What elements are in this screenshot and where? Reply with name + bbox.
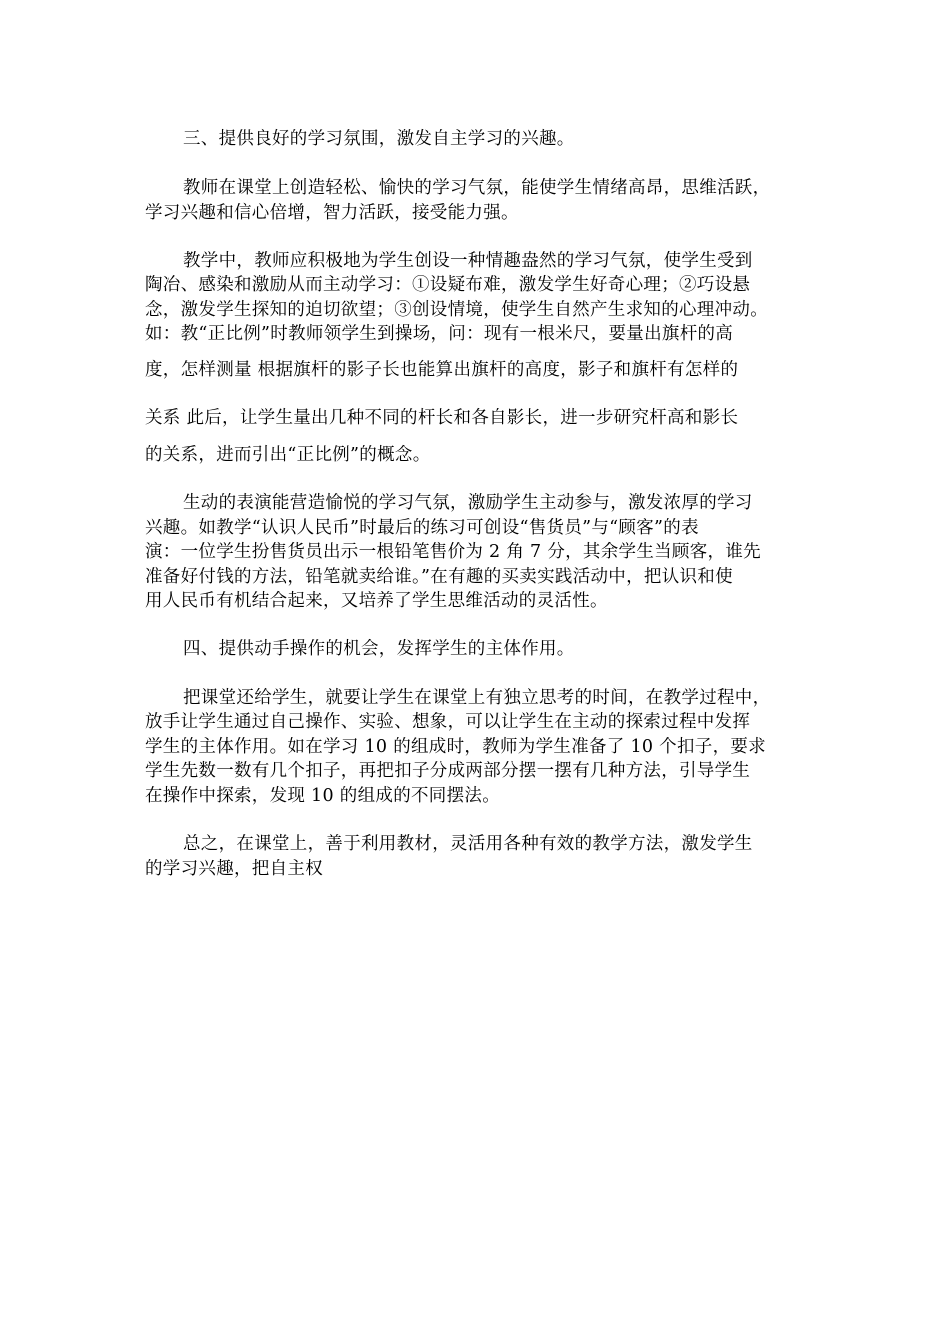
- paragraph-line: 学习兴趣和信心倍增，智力活跃，接受能力强。: [145, 203, 519, 223]
- paragraph-line: 关系 此后，让学生量出几种不同的杆长和各自影长，进一步研究杆高和影长: [145, 408, 739, 428]
- paragraph-line: 演：一位学生扮售货员出示一根铅笔售价为 2 角 7 分，其余学生当顾客，谁先: [145, 542, 761, 562]
- paragraph-line: 的学习兴趣，把自主权: [145, 859, 323, 879]
- paragraph-line: 准备好付钱的方法，铅笔就卖给谁。”在有趣的买卖实践活动中，把认识和使: [145, 567, 733, 587]
- paragraph-line: 总之，在课堂上，善于利用教材，灵活用各种有效的教学方法，激发学生: [183, 834, 753, 854]
- paragraph-line: 教师在课堂上创造轻松、愉快的学习气氛，能使学生情绪高昂，思维活跃，: [183, 178, 771, 198]
- section-heading-4: 四、提供动手操作的机会，发挥学生的主体作用。: [183, 639, 575, 659]
- paragraph-line: 用人民币有机结合起来，又培养了学生思维活动的灵活性。: [145, 591, 608, 611]
- paragraph-line: 放手让学生通过自己操作、实验、想象，可以让学生在主动的探索过程中发挥: [145, 712, 751, 732]
- paragraph-line: 度，怎样测量 根据旗杆的影子长也能算出旗杆的高度，影子和旗杆有怎样的: [145, 360, 739, 380]
- paragraph-line: 生动的表演能营造愉悦的学习气氛，激励学生主动参与，激发浓厚的学习: [183, 493, 753, 513]
- paragraph-line: 学生先数一数有几个扣子，再把扣子分成两部分摆一摆有几种方法，引导学生: [145, 761, 751, 781]
- paragraph-line: 念，激发学生探知的迫切欲望；③创设情境，使学生自然产生求知的心理冲动。: [145, 300, 768, 320]
- paragraph-line: 兴趣。如教学“认识人民币”时最后的练习可创设“售货员”与“顾客”的表: [145, 518, 699, 538]
- paragraph-line: 如：教“正比例”时教师领学生到操场，问：现有一根米尺，要量出旗杆的高: [145, 324, 734, 344]
- paragraph-line: 教学中，教师应积极地为学生创设一种情趣盎然的学习气氛，使学生受到: [183, 251, 753, 271]
- paragraph-line: 的关系，进而引出“正比例”的概念。: [145, 445, 431, 465]
- paragraph-line: 把课堂还给学生，就要让学生在课堂上有独立思考的时间，在教学过程中，: [183, 688, 771, 708]
- paragraph-line: 在操作中探索，发现 10 的组成的不同摆法。: [145, 786, 500, 806]
- paragraph-line: 学生的主体作用。如在学习 10 的组成时，教师为学生准备了 10 个扣子，要求: [145, 737, 766, 757]
- paragraph-line: 陶冶、感染和激励从而主动学习：①设疑布难，激发学生好奇心理；②巧设悬: [145, 275, 751, 295]
- section-heading-3: 三、提供良好的学习氛围，激发自主学习的兴趣。: [183, 129, 575, 149]
